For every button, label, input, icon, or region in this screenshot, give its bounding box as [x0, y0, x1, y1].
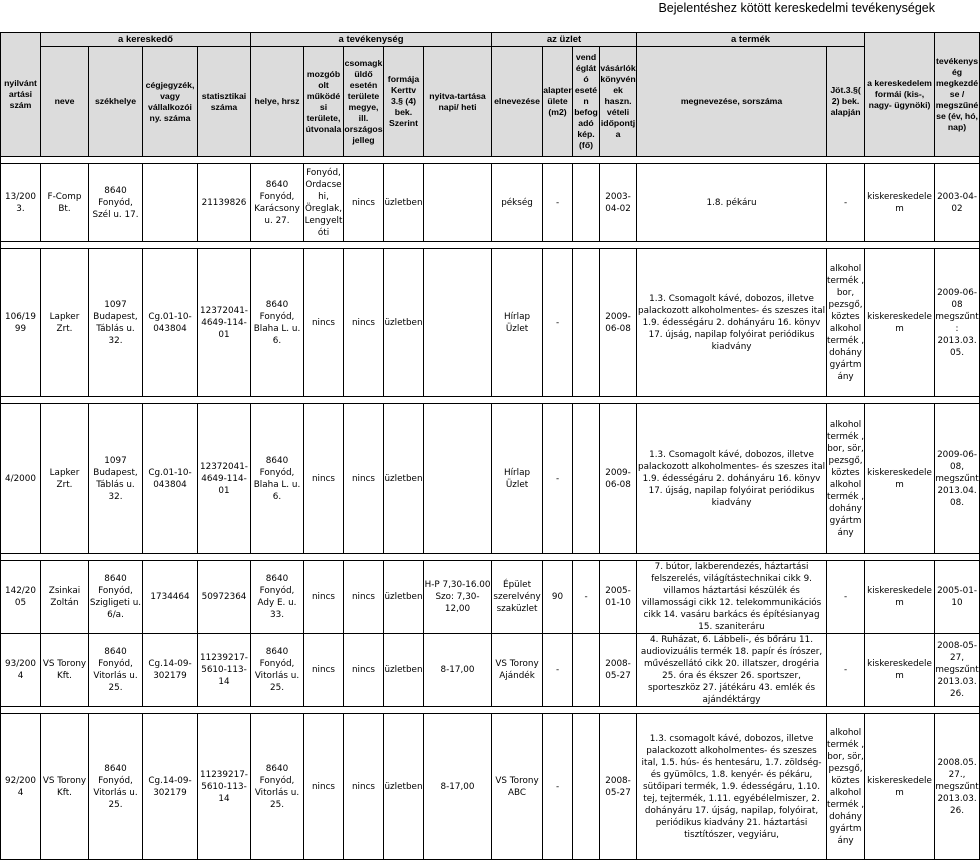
cell-jot: alkohol termék , bor, sör, pezsgő, köztes alkohol termék , dohány gyártm ány — [827, 404, 865, 554]
cell-szekhely: 8640 Fonyód, Szél u. 17. — [89, 164, 143, 242]
cell-neve: F-Comp Bt. — [41, 164, 89, 242]
cell-formaja: üzletben — [384, 714, 424, 860]
col-alapterulete: alapter ülete (m2) — [543, 47, 573, 157]
cell-neve: Lapker Zrt. — [41, 249, 89, 397]
cell-mozgobolt: nincs — [304, 714, 344, 860]
cell-nyitva: H-P 7,30-16.00 Szo: 7,30-12,00 — [424, 561, 492, 634]
cell-csomagkuldo: nincs — [344, 714, 384, 860]
cell-megnevezese: 1.3. Csomagolt kávé, dobozos, illetve palackozott alkoholmentes- és szeszes ital 1.9. édességáru 2. dohányáru 16. könyv 17. újság, napilap folyóirat periódikus kiadvány — [637, 404, 827, 554]
cell-megnevezese: 1.3. Csomagolt kávé, dobozos, illetve palackozott alkoholmentes- és szeszes ital 1.9. édességáru 2. dohányáru 16. könyv 17. újság, napilap folyóirat periódikus kiadvány — [637, 249, 827, 397]
cell-helye: 8640 Fonyód, Karácsony u. 27. — [251, 164, 304, 242]
cell-megnevezese: 7. bútor, lakberendezés, háztartási felszerelés, világítástechnikai cikk 9. villamos háztartási készülék és villamossági cikk 12. telekommunikációs cikk 14. vasáru barkács és építésianyag 15. szaniteráru — [637, 561, 827, 634]
cell-vasarlok: 2008-05-27 — [600, 634, 637, 707]
cell-vasarlok: 2008-05-27 — [600, 714, 637, 860]
col-neve: neve — [41, 47, 89, 157]
cell-formai: kiskereskedelem — [865, 634, 935, 707]
cell-megnevezese: 4. Ruházat, 6. Lábbeli-, és bőráru 11. audiovizuális termék 18. papír és írószer, művészellátó cikk 20. illatszer, drogéria 25. óra és ékszer 26. sportszer, sporteszköz 27. játékáru 43. emlék és ajándéktárgy — [637, 634, 827, 707]
cell-formaja: üzletben — [384, 561, 424, 634]
cell-elnevezese: Hírlap Üzlet — [492, 249, 543, 397]
cell-vendeglato — [573, 164, 600, 242]
cell-csomagkuldo: nincs — [344, 249, 384, 397]
cell-cegjegyzek: Cg.01-10-043804 — [143, 404, 198, 554]
group-uzlet: az üzlet — [492, 33, 637, 47]
cell-vendeglato — [573, 714, 600, 860]
table-row — [1, 634, 980, 707]
cell-szekhely: 8640 Fonyód, Szigligeti u. 6/a. — [89, 561, 143, 634]
cell-formaja: üzletben — [384, 249, 424, 397]
cell-mozgobolt: nincs — [304, 634, 344, 707]
cell-formai: kiskereskedelem — [865, 404, 935, 554]
cell-vendeglato: - — [573, 561, 600, 634]
col-elnevezese: elnevezése — [492, 47, 543, 157]
cell-szam: 93/200 4 — [1, 634, 41, 707]
cell-alapterulet: - — [543, 634, 573, 707]
cell-statisztikai: 12372041-4649-114-01 — [198, 249, 251, 397]
cell-szam: 106/19 99 — [1, 249, 41, 397]
cell-helye: 8640 Fonyód, Ady E. u. 33. — [251, 561, 304, 634]
cell-vasarlok: 2009-06-08 — [600, 404, 637, 554]
cell-statisztikai: 11239217-5610-113-14 — [198, 634, 251, 707]
cell-neve: Zsinkai Zoltán — [41, 561, 89, 634]
col-cegjegyzek: cégjegyzék, vagy vállalkozói ny. száma — [143, 47, 198, 157]
col-vendeglato: vend églát ó eseté n befog adó kép. (fő) — [573, 47, 600, 157]
cell-formai: kiskereskedelem — [865, 249, 935, 397]
cell-jot: alkohol termék , bor, pezsgő, köztes alkohol termék , dohány gyártm ány — [827, 249, 865, 397]
cell-megnevezese: 1.8. pékáru — [637, 164, 827, 242]
col-mozgobolt: mozgób olt működé si területe, útvonala — [304, 47, 344, 157]
cell-mozgobolt: nincs — [304, 249, 344, 397]
table-row — [1, 404, 980, 554]
cell-elnevezese: pékség — [492, 164, 543, 242]
cell-nyitva — [424, 404, 492, 554]
col-jot: Jöt.3.§( 2) bek. alapján — [827, 47, 865, 157]
cell-megkezdes: 2005-01-10 — [935, 561, 980, 634]
cell-szam: 92/200 4 — [1, 714, 41, 860]
cell-cegjegyzek: Cg.01-10-043804 — [143, 249, 198, 397]
cell-nyitva: 8-17,00 — [424, 714, 492, 860]
cell-csomagkuldo: nincs — [344, 164, 384, 242]
cell-megkezdes: 2009-06-08 megszűnt: 2013.03.05. — [935, 249, 980, 397]
cell-alapterulet: - — [543, 249, 573, 397]
cell-jot: alkohol termék , bor, sör, pezsgő, köztes alkohol termék , dohány gyártm ány — [827, 714, 865, 860]
col-csomagkuldo: csomagk üldő esetén területe megye, ill. országos jelleg — [344, 47, 384, 157]
cell-mozgobolt: nincs — [304, 561, 344, 634]
group-tevekenyseg: a tevékenység — [251, 33, 492, 47]
cell-vasarlok: 2009-06-08 — [600, 249, 637, 397]
cell-cegjegyzek: Cg.14-09-302179 — [143, 634, 198, 707]
cell-neve: VS Torony Kft. — [41, 634, 89, 707]
cell-jot: - — [827, 164, 865, 242]
cell-formai: kiskereskedelem — [865, 714, 935, 860]
cell-vendeglato — [573, 249, 600, 397]
cell-alapterulet: - — [543, 404, 573, 554]
cell-elnevezese: VS Torony ABC — [492, 714, 543, 860]
cell-formaja: üzletben — [384, 164, 424, 242]
cell-helye: 8640 Fonyód, Vitorlás u. 25. — [251, 634, 304, 707]
cell-statisztikai: 12372041-4649-114-01 — [198, 404, 251, 554]
cell-megnevezese: 1.3. csomagolt kávé, dobozos, illetve palackozott alkoholmentes- és szeszes ital, 1.5. hús- és hentesáru, 1.7. zöldség- és gyümölcs, 1.8. kenyér- és pékáru, sütőipari termék, 1.9. édességáru, 1.10. tej, tejtermék, 1.11. egyébélelmiszer, 2. dohányáru 17. újság, napilap, folyóirat, periódikus kiadvány 21. háztartási tisztítószer, vegyiáru, — [637, 714, 827, 860]
cell-vendeglato — [573, 404, 600, 554]
cell-helye: 8640 Fonyód, Blaha L. u. 6. — [251, 249, 304, 397]
cell-vasarlok: 2005-01-10 — [600, 561, 637, 634]
cell-statisztikai: 21139826 — [198, 164, 251, 242]
col-tevekenyseg-megkezdese: tevékenys ég megkezdé se / megszűné se (év, hó, nap) — [935, 33, 980, 157]
col-helye: helye, hrsz — [251, 47, 304, 157]
cell-megkezdes: 2003-04-02 — [935, 164, 980, 242]
cell-formai: kiskereskedelem — [865, 561, 935, 634]
table-row — [1, 714, 980, 860]
cell-formaja: üzletben — [384, 634, 424, 707]
cell-nyitva — [424, 249, 492, 397]
cell-jot: - — [827, 561, 865, 634]
table-row — [1, 561, 980, 634]
cell-alapterulet: - — [543, 714, 573, 860]
page-title: Bejelentéshez kötött kereskedelmi tevékenységek — [658, 1, 935, 15]
cell-csomagkuldo: nincs — [344, 404, 384, 554]
group-termek: a termék — [637, 33, 865, 47]
cell-formaja: üzletben — [384, 404, 424, 554]
cell-szam: 142/20 05 — [1, 561, 41, 634]
cell-megkezdes: 2008-05-27, megszűnt 2013.03.26. — [935, 634, 980, 707]
col-megnevezese: megnevezése, sorszáma — [637, 47, 827, 157]
cell-formai: kiskereskedelem — [865, 164, 935, 242]
cell-elnevezese: Hírlap Üzlet — [492, 404, 543, 554]
cell-mozgobolt: nincs — [304, 404, 344, 554]
cell-megkezdes: 2009-06-08, megszűnt 2013.04.08. — [935, 404, 980, 554]
cell-csomagkuldo: nincs — [344, 561, 384, 634]
table-row — [1, 249, 980, 397]
cell-elnevezese: VS Torony Ajándék — [492, 634, 543, 707]
cell-jot: - — [827, 634, 865, 707]
cell-nyitva: 8-17,00 — [424, 634, 492, 707]
cell-neve: VS Torony Kft. — [41, 714, 89, 860]
col-formaja: formája Kerttv 3.§ (4) bek. Szerint — [384, 47, 424, 157]
col-szekhelye: székhelye — [89, 47, 143, 157]
cell-szam: 4/2000 — [1, 404, 41, 554]
cell-cegjegyzek — [143, 164, 198, 242]
cell-vasarlok: 2003-04-02 — [600, 164, 637, 242]
col-nyilvantartasi-szam: nyilvánt artási szám — [1, 33, 41, 157]
cell-helye: 8640 Fonyód, Vitorlás u. 25. — [251, 714, 304, 860]
register-table — [0, 32, 980, 860]
cell-szekhely: 8640 Fonyód, Vitorlás u. 25. — [89, 714, 143, 860]
cell-statisztikai: 50972364 — [198, 561, 251, 634]
col-vasarlok: vásárlók könyvén ek haszn. vételi időpontj a — [600, 47, 637, 157]
cell-neve: Lapker Zrt. — [41, 404, 89, 554]
cell-szekhely: 1097 Budapest, Táblás u. 32. — [89, 404, 143, 554]
cell-szam: 13/200 3. — [1, 164, 41, 242]
cell-nyitva — [424, 164, 492, 242]
cell-szekhely: 1097 Budapest, Táblás u. 32. — [89, 249, 143, 397]
col-formai: a kereskedelem formái (kis-, nagy- ügynöki) — [865, 33, 935, 157]
cell-alapterulet: 90 — [543, 561, 573, 634]
cell-vendeglato — [573, 634, 600, 707]
cell-szekhely: 8640 Fonyód, Vitorlás u. 25. — [89, 634, 143, 707]
cell-megkezdes: 2008.05.27., megszűnt 2013.03.26. — [935, 714, 980, 860]
cell-cegjegyzek: Cg.14-09-302179 — [143, 714, 198, 860]
cell-csomagkuldo: nincs — [344, 634, 384, 707]
cell-cegjegyzek: 1734464 — [143, 561, 198, 634]
col-nyitva: nyitva-tartása napi/ heti — [424, 47, 492, 157]
cell-helye: 8640 Fonyód, Blaha L. u. 6. — [251, 404, 304, 554]
group-kereskedo: a kereskedő — [41, 33, 251, 47]
cell-elnevezese: Épület szerelvény szaküzlet — [492, 561, 543, 634]
col-statisztikai: statisztikai száma — [198, 47, 251, 157]
cell-statisztikai: 11239217-5610-113-14 — [198, 714, 251, 860]
cell-alapterulet: - — [543, 164, 573, 242]
table-row — [1, 164, 980, 242]
cell-mozgobolt: Fonyód, Ordacse hi, Öreglak, Lengyelt óti — [304, 164, 344, 242]
